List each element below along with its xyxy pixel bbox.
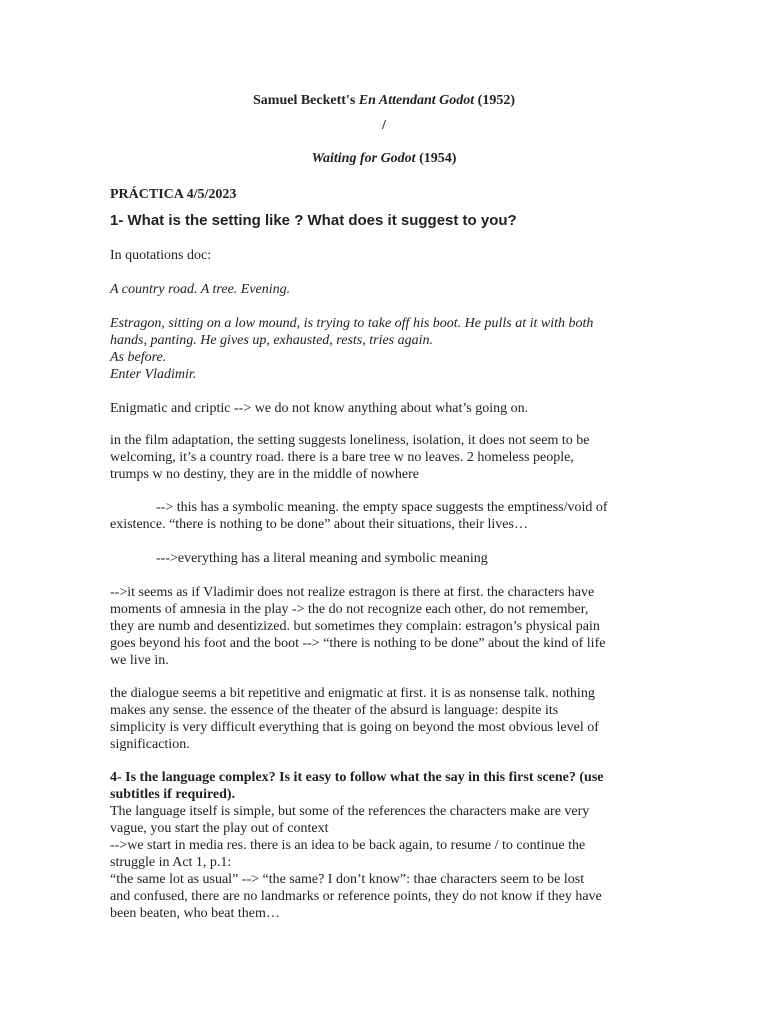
paragraph-enigmatic: Enigmatic and criptic --> we do not know anything about what’s going on. [110,401,529,416]
title-separator: / [382,118,386,133]
quote-setting: A country road. A tree. Evening. [110,282,291,297]
paragraph-dialogue: the dialogue seems a bit repetitive and enigmatic at first. it is as nonsense talk. nothing makes any sense. the essence of the theater of the absurd is language: despite its simplicity is very difficult everything that is going on beyond the most obvious level of significaction. [110,686,599,752]
subtitle-line: Waiting for Godot (1954) [311,151,457,166]
answer-4: The language itself is simple, but some of the references the characters make are very vague, you start the play out of context -->we start in media res. there is an idea to be back again, to resume / to continue the struggle in Act 1, p.1: “the same lot as usual” --> “the same? I don’t know”: thae characters seem to be lost and confused, there are no landmarks or reference points, they do not know if they have been beaten, who beat them… [110,804,602,921]
paragraph-symbolic: --> this has a symbolic meaning. the empty space suggests the emptiness/void of existence. “there is nothing to be done” about their situations, their lives… [110,500,608,532]
paragraph-vladimir: -->it seems as if Vladimir does not realize estragon is there at first. the characters have moments of amnesia in the play -> the do not recognize each other, do not remember, they are numb and desentizized. but sometimes they complain: estragon’s physical pain goes beyond his foot and the boot --> “there is nothing to be done” about the kind of life we live in. [110,585,606,668]
paragraph-film: in the film adaptation, the setting suggests loneliness, isolation, it does not seem to be welcoming, it’s a country road. there is a bare tree w no leaves. 2 homeless people, trumps w no destiny, they are in the middle of nowhere [110,433,590,482]
practica-heading: PRÁCTICA 4/5/2023 [110,187,237,202]
question-4-heading: 4- Is the language complex? Is it easy to follow what the say in this first scene? (use subtitles if required). [110,770,604,802]
quote-stage-directions: Estragon, sitting on a low mound, is trying to take off his boot. He pulls at it with both hands, panting. He gives up, exhausted, rests, tries again. As before. Enter Vladimir. [110,316,594,382]
paragraph-literal: --->everything has a literal meaning and symbolic meaning [156,551,488,566]
title-line: Samuel Beckett's En Attendant Godot (1952) [253,93,515,108]
quotations-label: In quotations doc: [110,248,212,263]
question-1-heading: 1- What is the setting like ? What does it suggest to you? [110,212,517,229]
